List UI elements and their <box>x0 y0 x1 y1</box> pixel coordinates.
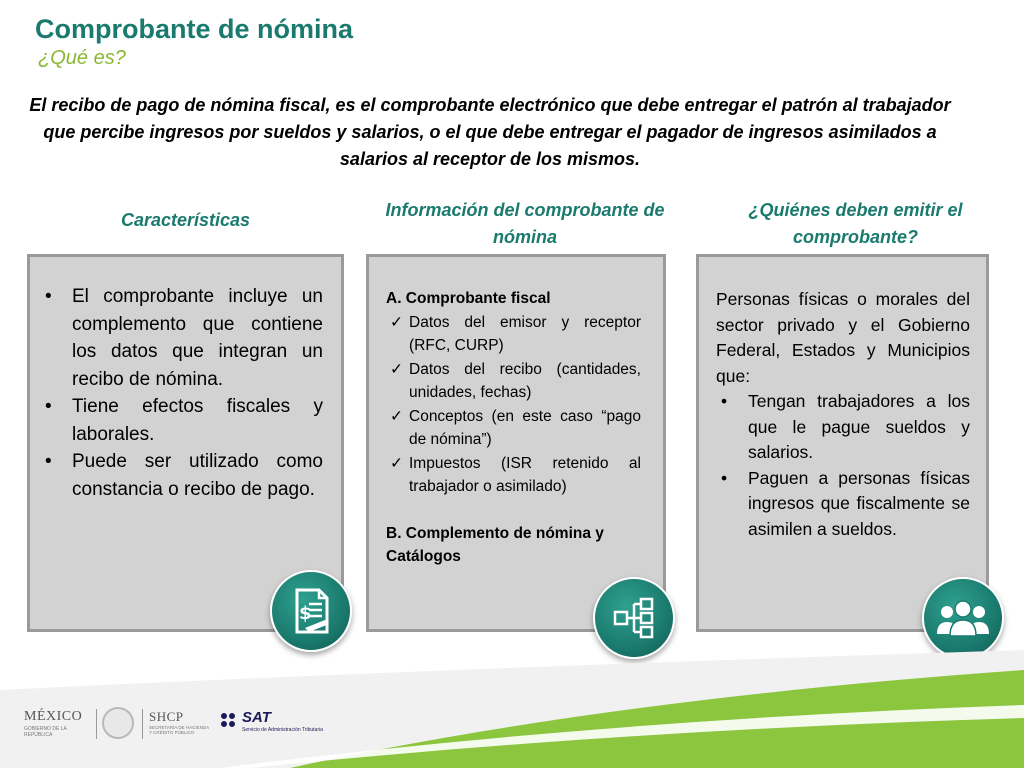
section-a-title: A. Comprobante fiscal <box>386 290 551 307</box>
checklist-item: ✓ Datos del recibo (cantidades, unidades, fechas) <box>386 358 641 405</box>
shcp-logo-subtext: SECRETARÍA DE HACIENDA Y CRÉDITO PÚBLICO <box>149 725 209 735</box>
national-seal-icon <box>102 707 134 739</box>
shcp-logo-text: SHCP <box>149 709 184 724</box>
page-title: Comprobante de nómina <box>35 14 354 44</box>
sat-logo <box>220 709 340 739</box>
heading-caracteristicas: Características <box>120 210 251 230</box>
quienes-lead: Personas físicas o morales del sector privado y el Gobierno Federal, Estados y Municipios que: <box>716 289 970 386</box>
checklist-item: ✓ Conceptos (en este caso “pago de nómina”) <box>386 405 641 452</box>
mexico-logo-text: MÉXICO <box>24 709 83 724</box>
checklist-item: ✓ Impuestos (ISR retenido al trabajador o asimilado) <box>386 452 641 499</box>
sat-logo-subtext: Servicio de Administración Tributaria <box>242 727 323 733</box>
shcp-logo <box>149 709 209 735</box>
sat-logo-icon <box>220 712 238 730</box>
list-item: • Puede ser utilizado como constancia o recibo de pago. <box>40 448 323 503</box>
page-subtitle: ¿Qué es? <box>38 47 126 69</box>
heading-informacion: Información del comprobante de nómina <box>385 200 665 247</box>
section-b-title: B. Complemento de nómina y Catálogos <box>386 524 604 565</box>
sat-logo-text: SAT <box>242 709 271 726</box>
heading-quienes: ¿Quiénes deben emitir el comprobante? <box>748 200 963 247</box>
mexico-logo-subtext: GOBIERNO DE LA REPÚBLICA <box>24 726 67 738</box>
quienes-panel <box>696 254 989 632</box>
list-item: • Paguen a personas físicas ingresos que fiscalmente se asimilen a sueldos. <box>716 466 970 543</box>
list-item: • Tiene efectos fiscales y laborales. <box>40 393 323 448</box>
divider <box>96 709 97 739</box>
checklist <box>386 311 641 499</box>
list-item: • Tengan trabajadores a los que le pague sueldos y salarios. <box>716 389 970 466</box>
svg-text:$: $ <box>299 603 312 624</box>
intro-text: El recibo de pago de nómina fiscal, es el comprobante electrónico que debe entregar el patrón al trabajador que percibe ingresos por sueldos y salarios, o el que debe entregar el pagador de ingresos asimilados a salarios al receptor de los mismos. <box>29 95 951 169</box>
caracteristicas-list <box>40 283 323 503</box>
checklist-item: ✓ Datos del emisor y receptor (RFC, CURP) <box>386 311 641 358</box>
footer-swoosh <box>0 630 1024 768</box>
list-item: • El comprobante incluye un complemento que contiene los datos que integran un recibo de nómina. <box>40 283 323 393</box>
mexico-logo <box>24 709 94 738</box>
divider <box>142 709 143 739</box>
informacion-panel <box>366 254 666 632</box>
quienes-list <box>716 389 970 542</box>
